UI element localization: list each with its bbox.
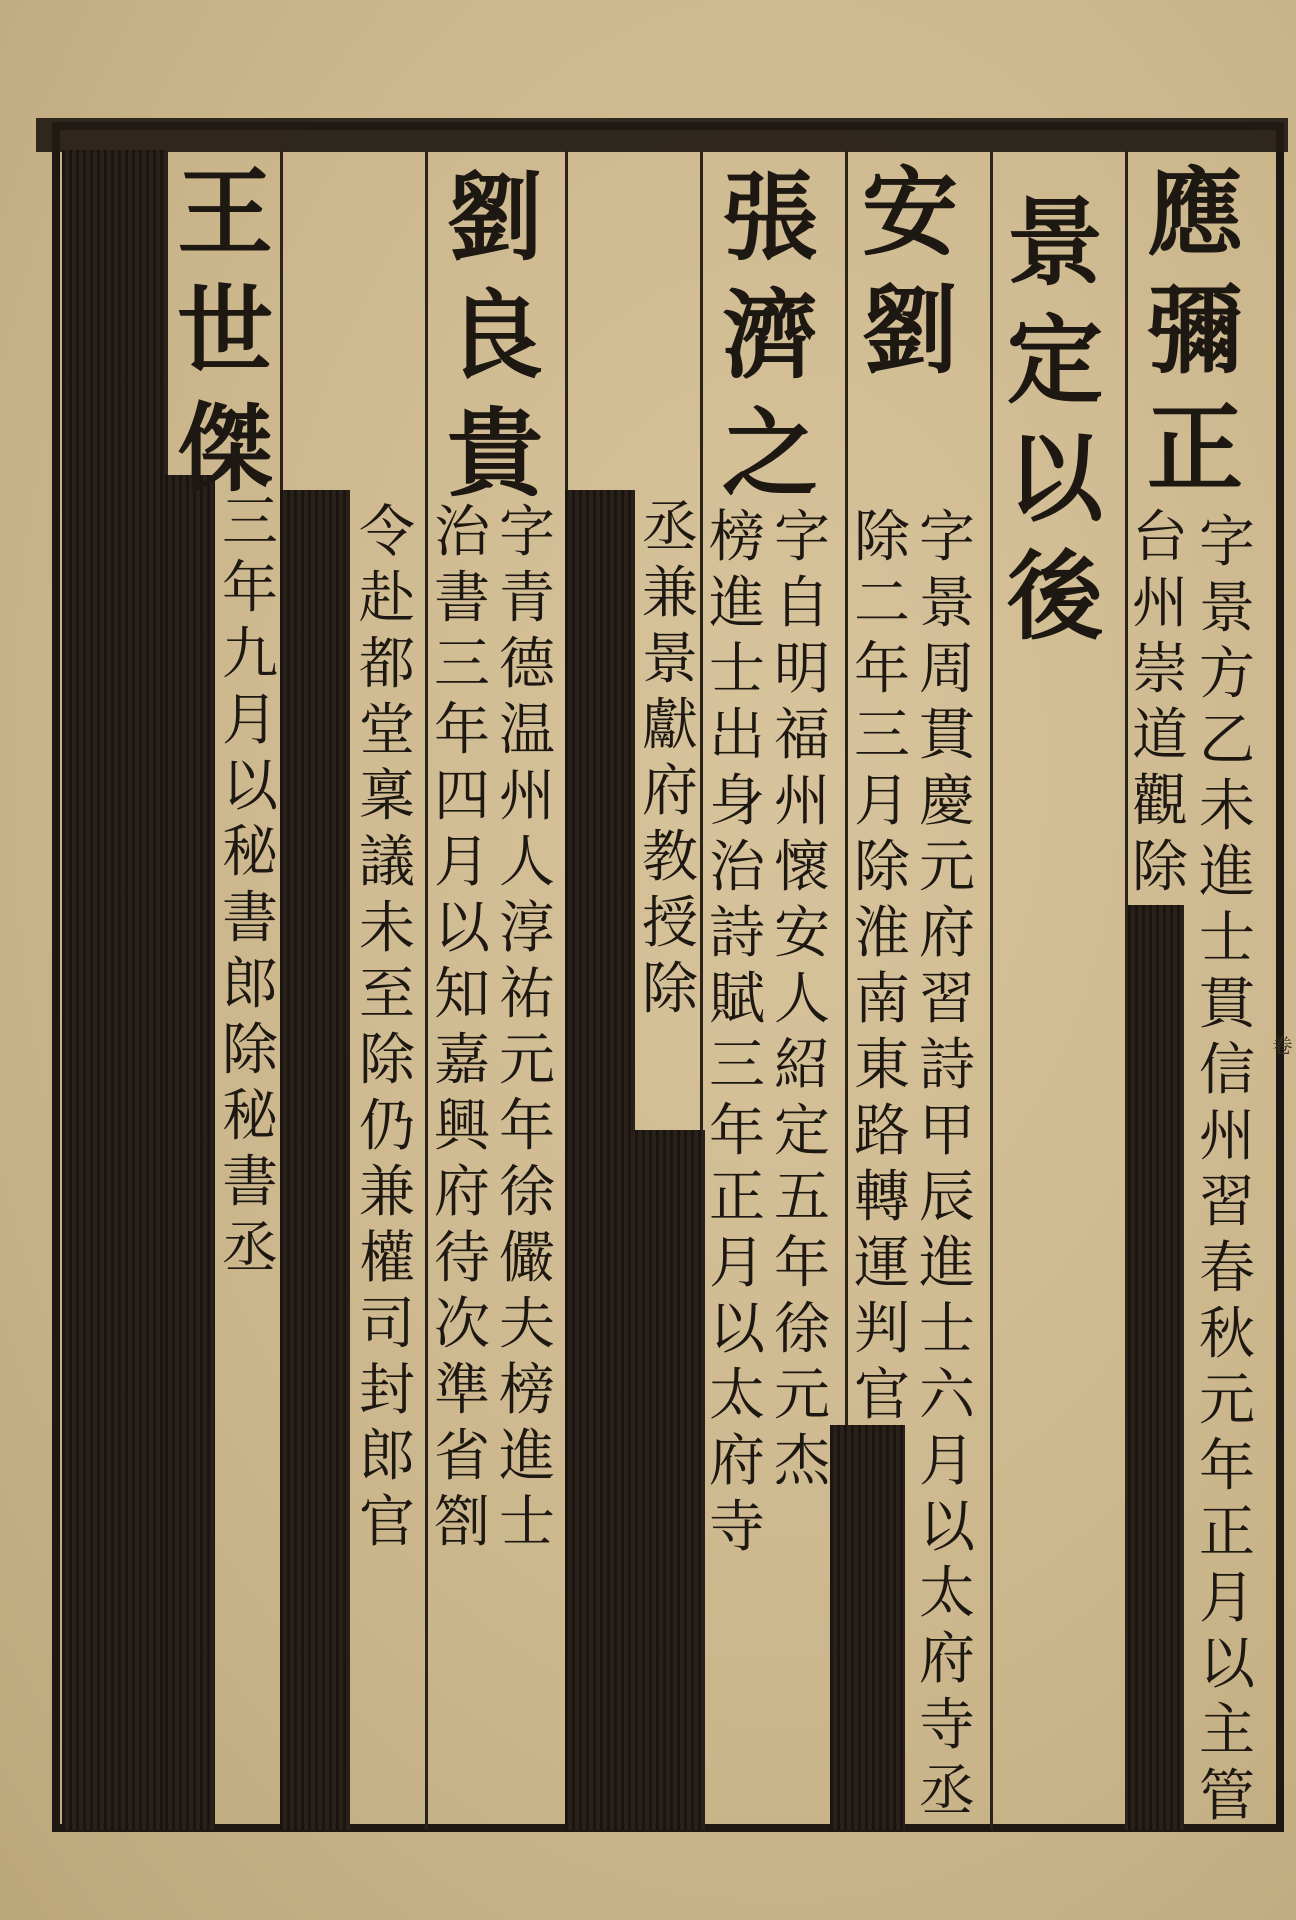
glyph: 省	[434, 1424, 490, 1489]
glyph: 以	[1199, 1632, 1255, 1697]
glyph: 州	[1132, 571, 1188, 636]
glyph: 丞	[642, 495, 698, 560]
glyph: 貫	[919, 703, 975, 768]
glyph: 書	[222, 1150, 278, 1215]
glyph: 州	[774, 769, 830, 834]
entry-name	[170, 156, 280, 519]
glyph: 太	[709, 1363, 765, 1428]
glyph: 元	[1199, 1368, 1255, 1433]
column-divider	[425, 150, 428, 1830]
glyph: 年	[434, 698, 490, 763]
glyph: 堂	[359, 698, 415, 763]
glyph: 元	[499, 1028, 555, 1093]
glyph: 準	[434, 1358, 490, 1423]
glyph: 南	[854, 967, 910, 1032]
glyph: 以	[1007, 422, 1103, 535]
ink-block	[280, 490, 350, 1830]
glyph: 以	[434, 896, 490, 961]
glyph: 年	[222, 556, 278, 621]
glyph: 道	[1132, 703, 1188, 768]
glyph: 赴	[359, 566, 415, 631]
glyph: 觀	[1132, 769, 1188, 834]
glyph: 府	[642, 759, 698, 824]
column-divider	[990, 150, 993, 1830]
glyph: 府	[434, 1160, 490, 1225]
glyph: 祐	[499, 962, 555, 1027]
glyph: 年	[774, 1231, 830, 1296]
glyph: 士	[709, 637, 765, 702]
glyph: 濟	[722, 279, 818, 392]
entry-name	[1140, 156, 1250, 519]
glyph: 字	[499, 500, 555, 565]
glyph: 三	[854, 703, 910, 768]
glyph: 元	[919, 835, 975, 900]
glyph: 治	[709, 835, 765, 900]
glyph: 慶	[919, 769, 975, 834]
glyph: 九	[222, 622, 278, 687]
glyph: 景	[1007, 186, 1103, 299]
glyph: 懷	[774, 835, 830, 900]
ink-block	[565, 490, 635, 1830]
glyph: 書	[434, 566, 490, 631]
glyph: 除	[854, 835, 910, 900]
glyph: 春	[1199, 1236, 1255, 1301]
glyph: 府	[919, 1627, 975, 1692]
section-heading	[1000, 186, 1110, 667]
entry-name	[855, 156, 965, 401]
glyph: 年	[709, 1099, 765, 1164]
entry-note	[1195, 510, 1259, 1835]
ink-block	[62, 150, 165, 1830]
glyph: 除	[222, 1018, 278, 1083]
glyph: 正	[1199, 1500, 1255, 1565]
glyph: 年	[1199, 1434, 1255, 1499]
glyph: 月	[919, 1429, 975, 1494]
glyph: 景	[642, 627, 698, 692]
glyph: 景	[919, 571, 975, 636]
glyph: 轉	[854, 1165, 910, 1230]
glyph: 德	[499, 632, 555, 697]
glyph: 辰	[919, 1165, 975, 1230]
ink-block	[635, 1130, 705, 1830]
glyph: 字	[1199, 510, 1255, 575]
glyph: 未	[359, 896, 415, 961]
glyph: 甲	[919, 1099, 975, 1164]
glyph: 除	[359, 1028, 415, 1093]
glyph: 寺	[709, 1495, 765, 1560]
glyph: 授	[642, 891, 698, 956]
glyph: 兼	[359, 1160, 415, 1225]
glyph: 紹	[774, 1033, 830, 1098]
glyph: 未	[1199, 774, 1255, 839]
glyph: 月	[434, 830, 490, 895]
glyph: 治	[434, 500, 490, 565]
glyph: 兼	[642, 561, 698, 626]
glyph: 貫	[1199, 972, 1255, 1037]
entry-note	[218, 490, 282, 1287]
glyph: 進	[499, 1424, 555, 1489]
glyph: 獻	[642, 693, 698, 758]
glyph: 安	[774, 901, 830, 966]
glyph: 傑	[177, 392, 273, 505]
glyph: 除	[642, 957, 698, 1022]
glyph: 州	[499, 764, 555, 829]
entry-note	[915, 505, 979, 1830]
entry-note	[850, 505, 914, 1434]
glyph: 福	[774, 703, 830, 768]
glyph: 寺	[919, 1693, 975, 1758]
glyph: 正	[1147, 392, 1243, 505]
glyph: 士	[1199, 906, 1255, 971]
glyph: 秋	[1199, 1302, 1255, 1367]
glyph: 方	[1199, 642, 1255, 707]
entry-name	[715, 161, 825, 524]
glyph: 太	[919, 1561, 975, 1626]
glyph: 以	[222, 754, 278, 819]
glyph: 令	[359, 500, 415, 565]
glyph: 嘉	[434, 1028, 490, 1093]
glyph: 判	[854, 1297, 910, 1362]
glyph: 年	[854, 637, 910, 702]
glyph: 月	[1199, 1566, 1255, 1631]
glyph: 青	[499, 566, 555, 631]
entry-note	[355, 500, 419, 1561]
glyph: 東	[854, 1033, 910, 1098]
glyph: 以	[919, 1495, 975, 1560]
glyph: 三	[222, 490, 278, 555]
glyph: 徐	[499, 1160, 555, 1225]
glyph: 自	[774, 571, 830, 636]
glyph: 三	[434, 632, 490, 697]
glyph: 明	[774, 637, 830, 702]
entry-name	[440, 161, 550, 524]
glyph: 乙	[1199, 708, 1255, 773]
entry-note	[495, 500, 559, 1561]
glyph: 書	[222, 886, 278, 951]
glyph: 六	[919, 1363, 975, 1428]
glyph: 四	[434, 764, 490, 829]
glyph: 字	[774, 505, 830, 570]
glyph: 榜	[709, 505, 765, 570]
glyph: 張	[722, 161, 818, 274]
glyph: 封	[359, 1358, 415, 1423]
glyph: 習	[919, 967, 975, 1032]
glyph: 官	[854, 1363, 910, 1428]
glyph: 定	[774, 1099, 830, 1164]
glyph: 州	[1199, 1104, 1255, 1169]
glyph: 秘	[222, 820, 278, 885]
glyph: 貴	[447, 397, 543, 510]
glyph: 月	[222, 688, 278, 753]
glyph: 劉	[862, 274, 958, 387]
glyph: 徐	[774, 1297, 830, 1362]
glyph: 出	[709, 703, 765, 768]
glyph: 至	[359, 962, 415, 1027]
glyph: 五	[774, 1165, 830, 1230]
glyph: 良	[447, 279, 543, 392]
glyph: 丞	[222, 1216, 278, 1281]
glyph: 信	[1199, 1038, 1255, 1103]
glyph: 台	[1132, 505, 1188, 570]
glyph: 定	[1007, 304, 1103, 417]
glyph: 士	[499, 1490, 555, 1555]
glyph: 夫	[499, 1292, 555, 1357]
glyph: 除	[854, 505, 910, 570]
glyph: 年	[499, 1094, 555, 1159]
entry-note	[1128, 505, 1192, 906]
glyph: 權	[359, 1226, 415, 1291]
glyph: 進	[709, 571, 765, 636]
glyph: 次	[434, 1292, 490, 1357]
glyph: 月	[854, 769, 910, 834]
glyph: 儼	[499, 1226, 555, 1291]
glyph: 丞	[919, 1759, 975, 1824]
glyph: 進	[1199, 840, 1255, 905]
glyph: 習	[1199, 1170, 1255, 1235]
glyph: 詩	[709, 901, 765, 966]
entry-note	[638, 495, 702, 1028]
glyph: 待	[434, 1226, 490, 1291]
glyph: 人	[499, 830, 555, 895]
glyph: 郎	[222, 952, 278, 1017]
glyph: 世	[177, 274, 273, 387]
glyph: 崇	[1132, 637, 1188, 702]
glyph: 字	[919, 505, 975, 570]
glyph: 運	[854, 1231, 910, 1296]
ink-block	[165, 475, 215, 1830]
glyph: 司	[359, 1292, 415, 1357]
glyph: 劄	[434, 1490, 490, 1555]
glyph: 景	[1199, 576, 1255, 641]
ink-block	[1128, 905, 1184, 1830]
glyph: 應	[1147, 156, 1243, 269]
glyph: 周	[919, 637, 975, 702]
glyph: 士	[919, 1297, 975, 1362]
glyph: 温	[499, 698, 555, 763]
glyph: 賦	[709, 967, 765, 1032]
glyph: 人	[774, 967, 830, 1032]
glyph: 淮	[854, 901, 910, 966]
entry-note	[430, 500, 494, 1561]
glyph: 教	[642, 825, 698, 890]
glyph: 官	[359, 1490, 415, 1555]
glyph: 元	[774, 1363, 830, 1428]
glyph: 月	[709, 1231, 765, 1296]
glyph: 仍	[359, 1094, 415, 1159]
glyph: 秘	[222, 1084, 278, 1149]
glyph: 知	[434, 962, 490, 1027]
glyph: 都	[359, 632, 415, 697]
glyph: 劉	[447, 161, 543, 274]
glyph: 主	[1199, 1698, 1255, 1763]
glyph: 二	[854, 571, 910, 636]
glyph: 府	[709, 1429, 765, 1494]
glyph: 郎	[359, 1424, 415, 1489]
frame-top-border	[36, 118, 1288, 152]
glyph: 身	[709, 769, 765, 834]
glyph: 議	[359, 830, 415, 895]
glyph: 淳	[499, 896, 555, 961]
glyph: 彌	[1147, 274, 1243, 387]
entry-note	[705, 505, 769, 1566]
glyph: 安	[862, 156, 958, 269]
glyph: 後	[1007, 540, 1103, 653]
glyph: 之	[722, 397, 818, 510]
glyph: 路	[854, 1099, 910, 1164]
glyph: 正	[709, 1165, 765, 1230]
glyph: 興	[434, 1094, 490, 1159]
glyph: 進	[919, 1231, 975, 1296]
ink-block	[830, 1425, 905, 1830]
glyph: 除	[1132, 835, 1188, 900]
glyph: 以	[709, 1297, 765, 1362]
entry-note	[770, 505, 834, 1500]
glyph: 管	[1199, 1764, 1255, 1829]
margin-mark: 卷	[1269, 1035, 1293, 1055]
glyph: 三	[709, 1033, 765, 1098]
glyph: 府	[919, 901, 975, 966]
glyph: 杰	[774, 1429, 830, 1494]
glyph: 詩	[919, 1033, 975, 1098]
glyph: 榜	[499, 1358, 555, 1423]
glyph: 稟	[359, 764, 415, 829]
glyph: 王	[177, 156, 273, 269]
